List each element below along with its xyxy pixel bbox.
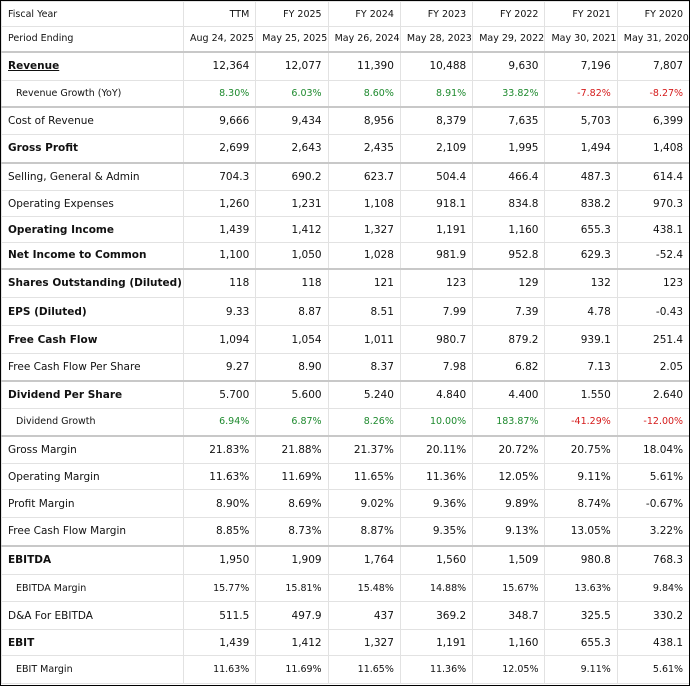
row-value: 369.2 xyxy=(400,602,472,630)
row-value: 939.1 xyxy=(545,326,617,354)
table-row xyxy=(2,546,690,575)
row-value: 21.37% xyxy=(328,436,400,464)
row-value: 623.7 xyxy=(328,163,400,191)
row-value: 15.67% xyxy=(473,575,545,602)
row-value: 33.82% xyxy=(473,81,545,107)
row-value: 11.69% xyxy=(256,464,328,490)
row-value: 13.05% xyxy=(545,518,617,546)
row-value: 11.36% xyxy=(400,464,472,490)
row-value: 18.04% xyxy=(617,436,689,464)
row-value: -41.29% xyxy=(545,409,617,436)
row-value: 8.30% xyxy=(184,81,256,107)
row-value: 511.5 xyxy=(184,602,256,630)
row-value: 15.81% xyxy=(256,575,328,602)
row-value: 8,379 xyxy=(400,107,472,135)
row-value: 123 xyxy=(617,269,689,298)
row-value: 7.99 xyxy=(400,298,472,326)
row-value: 1,094 xyxy=(184,326,256,354)
row-value: 1,327 xyxy=(328,630,400,656)
table-row xyxy=(2,575,690,602)
period-ending-date: May 25, 2025 xyxy=(256,27,328,52)
row-value: 11.63% xyxy=(184,656,256,684)
table-row xyxy=(2,409,690,436)
row-label: Dividend Per Share xyxy=(2,381,184,409)
row-value: 1.550 xyxy=(545,381,617,409)
table-row xyxy=(2,243,690,269)
row-value: 7.13 xyxy=(545,354,617,381)
table-row xyxy=(2,464,690,490)
row-value: 20.11% xyxy=(400,436,472,464)
row-label: Gross Margin xyxy=(2,436,184,464)
row-label: Operating Income xyxy=(2,217,184,243)
row-value: 981.9 xyxy=(400,243,472,269)
row-value: 9.35% xyxy=(400,518,472,546)
row-value: 121 xyxy=(328,269,400,298)
table-body xyxy=(2,52,690,684)
period-fiscal: FY 2021 xyxy=(545,2,617,27)
row-value: 4.840 xyxy=(400,381,472,409)
row-value: -7.82% xyxy=(545,81,617,107)
table-row xyxy=(2,630,690,656)
row-value: 1,028 xyxy=(328,243,400,269)
row-value: 1,011 xyxy=(328,326,400,354)
row-value: 14.88% xyxy=(400,575,472,602)
row-value: 12,364 xyxy=(184,52,256,81)
row-value: 1,327 xyxy=(328,217,400,243)
row-value: 8.87 xyxy=(256,298,328,326)
row-value: 118 xyxy=(256,269,328,298)
row-value: 9,666 xyxy=(184,107,256,135)
row-value: -0.43 xyxy=(617,298,689,326)
row-value: 655.3 xyxy=(545,217,617,243)
row-value: 348.7 xyxy=(473,602,545,630)
row-value: 8.90% xyxy=(184,490,256,518)
row-value: 8.73% xyxy=(256,518,328,546)
row-label: EBITDA Margin xyxy=(2,575,184,602)
row-value: 466.4 xyxy=(473,163,545,191)
table-row xyxy=(2,107,690,135)
row-value: 8.37 xyxy=(328,354,400,381)
fiscal-year-label: Fiscal Year xyxy=(2,2,184,27)
period-fiscal: FY 2020 xyxy=(617,2,689,27)
row-value: 655.3 xyxy=(545,630,617,656)
table-row xyxy=(2,354,690,381)
row-value: 6,399 xyxy=(617,107,689,135)
row-value: 7.98 xyxy=(400,354,472,381)
row-value: 2,643 xyxy=(256,135,328,163)
row-value: 9.89% xyxy=(473,490,545,518)
row-label: Free Cash Flow Margin xyxy=(2,518,184,546)
row-value: 8.60% xyxy=(328,81,400,107)
row-value: -0.67% xyxy=(617,490,689,518)
row-value: 1,408 xyxy=(617,135,689,163)
row-value: 8,956 xyxy=(328,107,400,135)
row-label: Profit Margin xyxy=(2,490,184,518)
row-value: 10.00% xyxy=(400,409,472,436)
row-value: 5.61% xyxy=(617,656,689,684)
row-value: 1,108 xyxy=(328,191,400,217)
period-ending-date: May 29, 2022 xyxy=(473,27,545,52)
row-value: 1,950 xyxy=(184,546,256,575)
row-value: 1,909 xyxy=(256,546,328,575)
row-value: 504.4 xyxy=(400,163,472,191)
row-value: 11.69% xyxy=(256,656,328,684)
row-value: 1,191 xyxy=(400,630,472,656)
row-value: 1,439 xyxy=(184,630,256,656)
row-label: EBIT Margin xyxy=(2,656,184,684)
table-row xyxy=(2,326,690,354)
period-fiscal: FY 2025 xyxy=(256,2,328,27)
income-statement-table xyxy=(1,1,690,684)
row-value: 251.4 xyxy=(617,326,689,354)
row-value: 497.9 xyxy=(256,602,328,630)
row-value: -12.00% xyxy=(617,409,689,436)
table-row xyxy=(2,381,690,409)
row-value: 6.82 xyxy=(473,354,545,381)
row-value: 5,703 xyxy=(545,107,617,135)
period-ending-date: May 30, 2021 xyxy=(545,27,617,52)
row-value: 970.3 xyxy=(617,191,689,217)
row-value: 183.87% xyxy=(473,409,545,436)
row-value: 629.3 xyxy=(545,243,617,269)
period-ending-date: Aug 24, 2025 xyxy=(184,27,256,52)
row-value: 438.1 xyxy=(617,630,689,656)
row-value: 704.3 xyxy=(184,163,256,191)
row-value: 8.85% xyxy=(184,518,256,546)
row-value: 1,995 xyxy=(473,135,545,163)
row-label: Shares Outstanding (Diluted) xyxy=(2,269,184,298)
table-row xyxy=(2,602,690,630)
row-value: -52.4 xyxy=(617,243,689,269)
table-row xyxy=(2,217,690,243)
row-label: D&A For EBITDA xyxy=(2,602,184,630)
row-value: 325.5 xyxy=(545,602,617,630)
revenue-link[interactable]: Revenue xyxy=(2,52,184,81)
row-value: 4.400 xyxy=(473,381,545,409)
row-value: 132 xyxy=(545,269,617,298)
table-row xyxy=(2,436,690,464)
row-value: 838.2 xyxy=(545,191,617,217)
row-value: 9.11% xyxy=(545,656,617,684)
row-value: 8.69% xyxy=(256,490,328,518)
row-label: Net Income to Common xyxy=(2,243,184,269)
period-fiscal: TTM xyxy=(184,2,256,27)
period-ending-header-row xyxy=(2,27,690,52)
table-row xyxy=(2,656,690,684)
row-label: EPS (Diluted) xyxy=(2,298,184,326)
row-value: 9.84% xyxy=(617,575,689,602)
row-value: 1,050 xyxy=(256,243,328,269)
row-value: 768.3 xyxy=(617,546,689,575)
row-value: 1,231 xyxy=(256,191,328,217)
period-fiscal: FY 2022 xyxy=(473,2,545,27)
row-value: 9.36% xyxy=(400,490,472,518)
row-value: 7.39 xyxy=(473,298,545,326)
row-value: 7,807 xyxy=(617,52,689,81)
row-value: 13.63% xyxy=(545,575,617,602)
row-value: 15.77% xyxy=(184,575,256,602)
row-value: 879.2 xyxy=(473,326,545,354)
row-value: 129 xyxy=(473,269,545,298)
row-value: 5.600 xyxy=(256,381,328,409)
row-value: 1,191 xyxy=(400,217,472,243)
row-label: Gross Profit xyxy=(2,135,184,163)
row-value: 10,488 xyxy=(400,52,472,81)
row-value: 9,630 xyxy=(473,52,545,81)
period-ending-date: May 26, 2024 xyxy=(328,27,400,52)
row-value: 980.8 xyxy=(545,546,617,575)
period-ending-date: May 31, 2020 xyxy=(617,27,689,52)
row-value: 11.65% xyxy=(328,464,400,490)
row-value: 487.3 xyxy=(545,163,617,191)
row-value: 952.8 xyxy=(473,243,545,269)
row-value: -8.27% xyxy=(617,81,689,107)
row-value: 8.26% xyxy=(328,409,400,436)
row-value: 21.88% xyxy=(256,436,328,464)
row-value: 918.1 xyxy=(400,191,472,217)
period-ending-label: Period Ending xyxy=(2,27,184,52)
row-value: 4.78 xyxy=(545,298,617,326)
row-value: 9.33 xyxy=(184,298,256,326)
row-label: Operating Expenses xyxy=(2,191,184,217)
row-value: 6.87% xyxy=(256,409,328,436)
row-value: 2.05 xyxy=(617,354,689,381)
row-label: Revenue Growth (YoY) xyxy=(2,81,184,107)
row-value: 1,412 xyxy=(256,630,328,656)
row-value: 9.13% xyxy=(473,518,545,546)
row-value: 8.74% xyxy=(545,490,617,518)
table-row xyxy=(2,490,690,518)
row-value: 12,077 xyxy=(256,52,328,81)
row-value: 11.63% xyxy=(184,464,256,490)
row-label: EBIT xyxy=(2,630,184,656)
row-value: 980.7 xyxy=(400,326,472,354)
row-value: 9.11% xyxy=(545,464,617,490)
row-value: 5.700 xyxy=(184,381,256,409)
row-value: 11,390 xyxy=(328,52,400,81)
row-label: EBITDA xyxy=(2,546,184,575)
row-value: 614.4 xyxy=(617,163,689,191)
row-value: 1,054 xyxy=(256,326,328,354)
row-value: 11.36% xyxy=(400,656,472,684)
row-value: 1,764 xyxy=(328,546,400,575)
row-value: 118 xyxy=(184,269,256,298)
row-value: 8.91% xyxy=(400,81,472,107)
row-value: 9,434 xyxy=(256,107,328,135)
table-row xyxy=(2,135,690,163)
table-row xyxy=(2,298,690,326)
row-value: 9.02% xyxy=(328,490,400,518)
row-value: 1,560 xyxy=(400,546,472,575)
row-value: 2.640 xyxy=(617,381,689,409)
row-value: 20.72% xyxy=(473,436,545,464)
row-value: 330.2 xyxy=(617,602,689,630)
row-value: 1,494 xyxy=(545,135,617,163)
row-value: 12.05% xyxy=(473,464,545,490)
row-value: 1,160 xyxy=(473,217,545,243)
period-fiscal: FY 2024 xyxy=(328,2,400,27)
row-value: 1,100 xyxy=(184,243,256,269)
row-value: 7,635 xyxy=(473,107,545,135)
row-value: 2,109 xyxy=(400,135,472,163)
row-value: 21.83% xyxy=(184,436,256,464)
row-value: 834.8 xyxy=(473,191,545,217)
row-value: 12.05% xyxy=(473,656,545,684)
row-label: Operating Margin xyxy=(2,464,184,490)
row-value: 7,196 xyxy=(545,52,617,81)
row-value: 6.94% xyxy=(184,409,256,436)
row-value: 2,435 xyxy=(328,135,400,163)
row-value: 6.03% xyxy=(256,81,328,107)
row-label: Free Cash Flow Per Share xyxy=(2,354,184,381)
row-value: 9.27 xyxy=(184,354,256,381)
row-value: 438.1 xyxy=(617,217,689,243)
table-row xyxy=(2,81,690,107)
row-value: 1,439 xyxy=(184,217,256,243)
row-value: 1,260 xyxy=(184,191,256,217)
row-value: 2,699 xyxy=(184,135,256,163)
row-value: 123 xyxy=(400,269,472,298)
row-value: 5.61% xyxy=(617,464,689,490)
row-value: 437 xyxy=(328,602,400,630)
fiscal-year-header-row xyxy=(2,2,690,27)
row-value: 1,412 xyxy=(256,217,328,243)
period-fiscal: FY 2023 xyxy=(400,2,472,27)
row-label: Selling, General & Admin xyxy=(2,163,184,191)
row-value: 3.22% xyxy=(617,518,689,546)
row-value: 690.2 xyxy=(256,163,328,191)
row-value: 1,160 xyxy=(473,630,545,656)
table-row xyxy=(2,269,690,298)
row-value: 15.48% xyxy=(328,575,400,602)
row-label: Dividend Growth xyxy=(2,409,184,436)
row-label: Cost of Revenue xyxy=(2,107,184,135)
row-value: 8.51 xyxy=(328,298,400,326)
row-label: Free Cash Flow xyxy=(2,326,184,354)
period-ending-date: May 28, 2023 xyxy=(400,27,472,52)
row-value: 8.87% xyxy=(328,518,400,546)
table-row xyxy=(2,163,690,191)
table-row xyxy=(2,191,690,217)
row-value: 8.90 xyxy=(256,354,328,381)
table-row xyxy=(2,52,690,81)
row-value: 1,509 xyxy=(473,546,545,575)
row-value: 11.65% xyxy=(328,656,400,684)
row-value: 20.75% xyxy=(545,436,617,464)
table-row xyxy=(2,518,690,546)
row-value: 5.240 xyxy=(328,381,400,409)
